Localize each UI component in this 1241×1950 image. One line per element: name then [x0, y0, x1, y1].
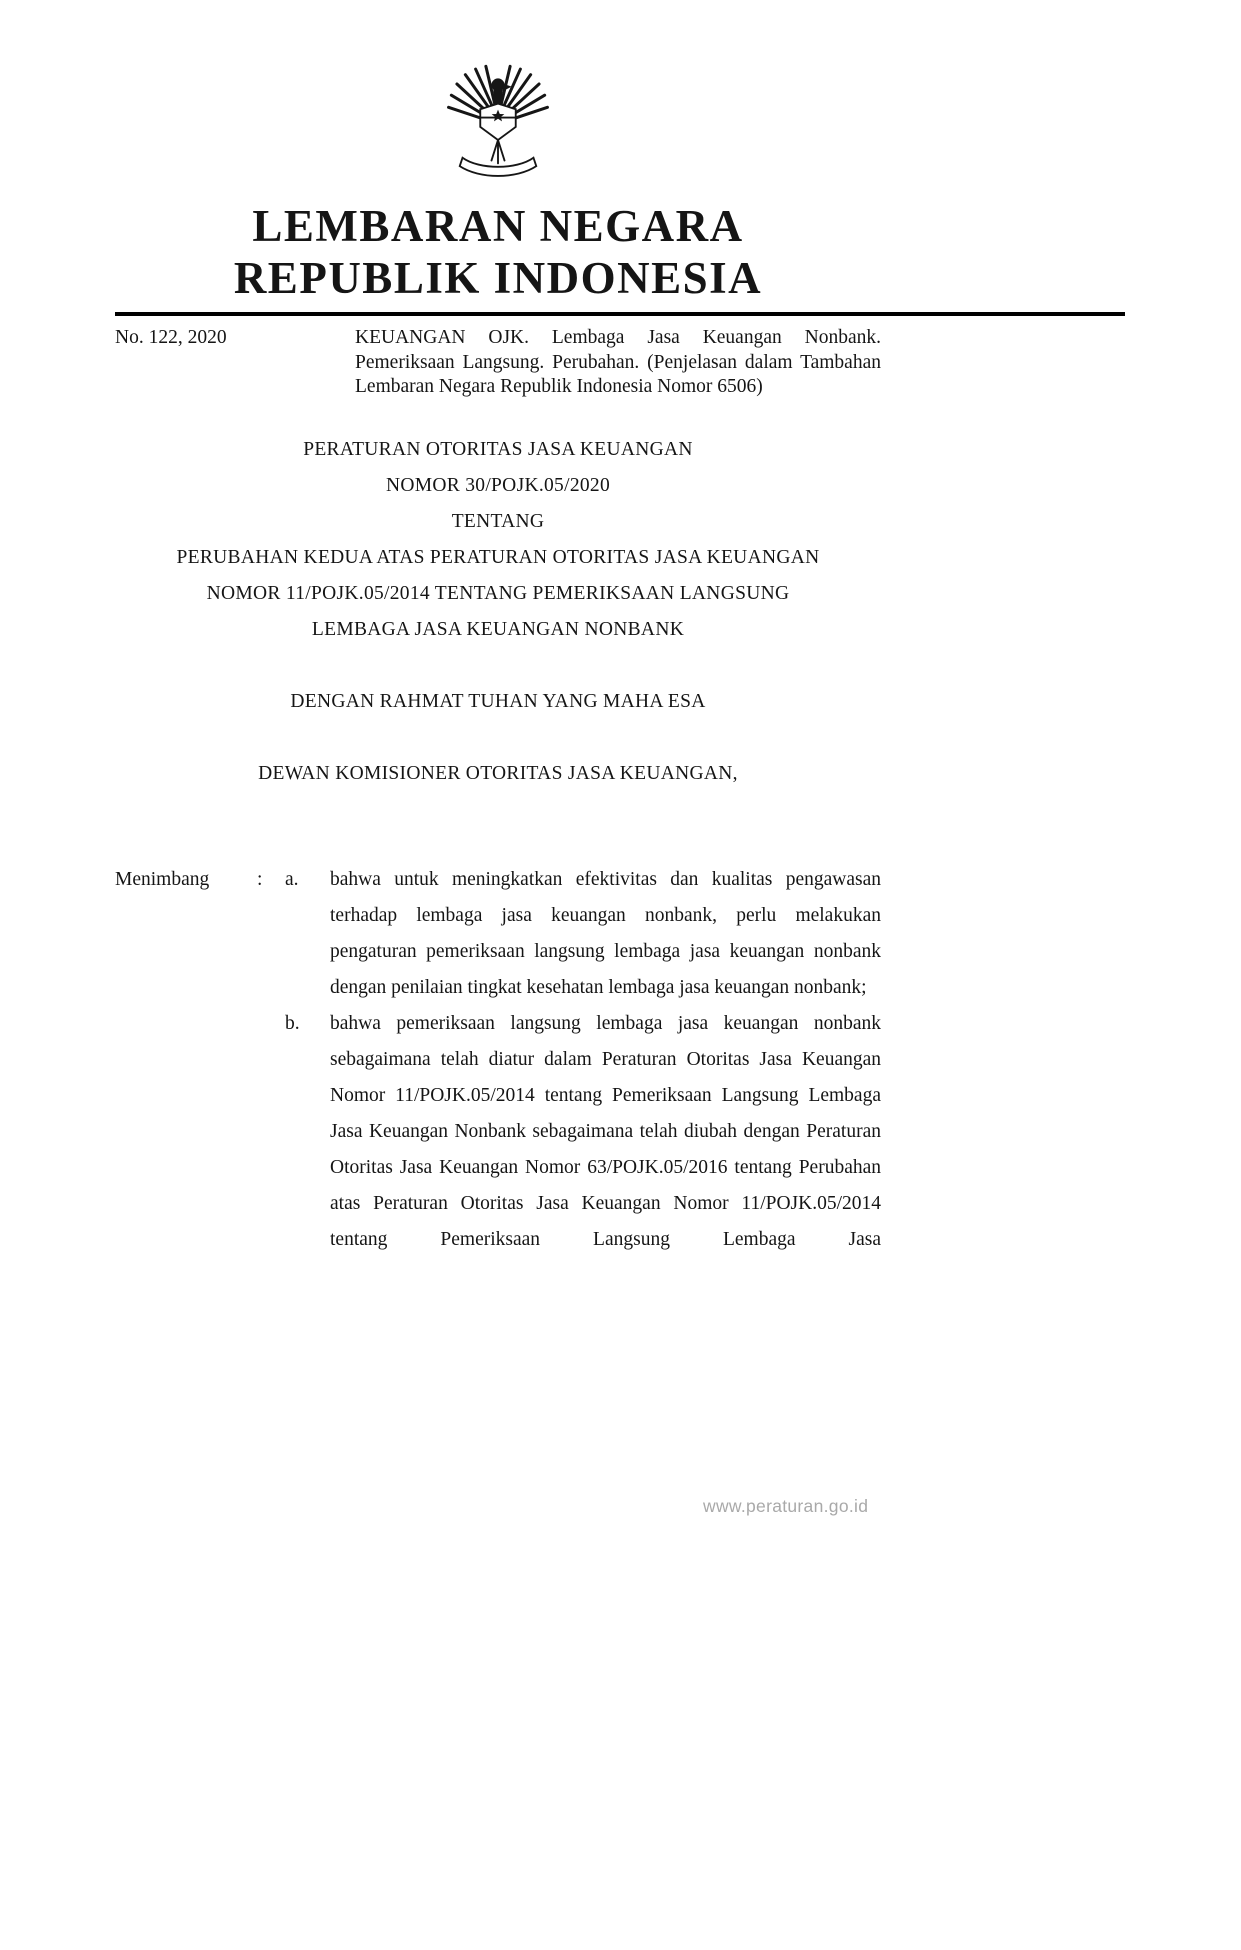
- considerations-row: [115, 862, 881, 1258]
- consideration-text: bahwa pemeriksaan langsung lembaga jasa keuangan nonbank sebagaimana telah diatur dalam Peraturan Otoritas Jasa Keuangan Nomor 11/POJK.05/2014 tentang Pemeriksaan Langsung Lembaga Jasa Keuangan Nonbank sebagaimana telah diubah dengan Peraturan Otoritas Jasa Keuangan Nomor 63/POJK.05/2016 tentang Perubahan atas Peraturan Otoritas Jasa Keuangan Nomor 11/POJK.05/2014 tentang Pemeriksaan Langsung Lembaga Jasa: [330, 1012, 881, 1250]
- regulation-title-block: [115, 432, 881, 648]
- regulation-title-line: NOMOR 11/POJK.05/2014 TENTANG PEMERIKSAAN LANGSUNG: [206, 582, 790, 604]
- considerations-items: [285, 862, 881, 1258]
- gazette-header-row: [115, 326, 881, 400]
- masthead-title-line1: LEMBARAN NEGARA: [252, 201, 744, 251]
- gazette-number: No. 122, 2020: [115, 327, 227, 349]
- document-content: [115, 0, 881, 1258]
- gazette-subject: KEUANGAN OJK. Lembaga Jasa Keuangan Nonbank. Pemeriksaan Langsung. Perubahan. (Penjelasan dalam Tambahan Lembaran Negara Republik Indonesia Nomor 6506): [355, 327, 881, 398]
- watermark-url: www.peraturan.go.id: [703, 1496, 869, 1516]
- consideration-marker: a.: [285, 868, 299, 890]
- regulation-title-line: NOMOR 30/POJK.05/2020: [385, 474, 611, 496]
- regulation-title-line: PERATURAN OTORITAS JASA KEUANGAN: [303, 438, 693, 460]
- consideration-marker: b.: [285, 1012, 300, 1034]
- masthead-title: [115, 200, 881, 304]
- authority-line: DEWAN KOMISIONER OTORITAS JASA KEUANGAN,: [258, 762, 738, 784]
- header-divider: [115, 312, 1125, 316]
- invocation-line: DENGAN RAHMAT TUHAN YANG MAHA ESA: [290, 690, 706, 712]
- considerations-section: [115, 862, 881, 1258]
- regulation-title-line: PERUBAHAN KEDUA ATAS PERATURAN OTORITAS JASA KEUANGAN: [176, 546, 820, 568]
- regulation-title-line: TENTANG: [451, 510, 545, 532]
- consideration-item-a: [285, 862, 881, 1006]
- considerations-label: Menimbang: [115, 868, 210, 890]
- garuda-pancasila-emblem-icon: [442, 62, 554, 190]
- masthead-title-line2: REPUBLIK INDONESIA: [233, 253, 763, 304]
- considerations-separator: :: [257, 868, 263, 890]
- consideration-item-b: [285, 1006, 881, 1258]
- consideration-text: bahwa untuk meningkatkan efektivitas dan kualitas pengawasan terhadap lembaga jasa keuangan nonbank, perlu melakukan pengaturan pemeriksaan langsung lembaga jasa keuangan nonbank dengan penilaian tingkat kesehatan lembaga jasa keuangan nonbank;: [330, 868, 881, 998]
- regulation-title-line: LEMBAGA JASA KEUANGAN NONBANK: [311, 618, 685, 640]
